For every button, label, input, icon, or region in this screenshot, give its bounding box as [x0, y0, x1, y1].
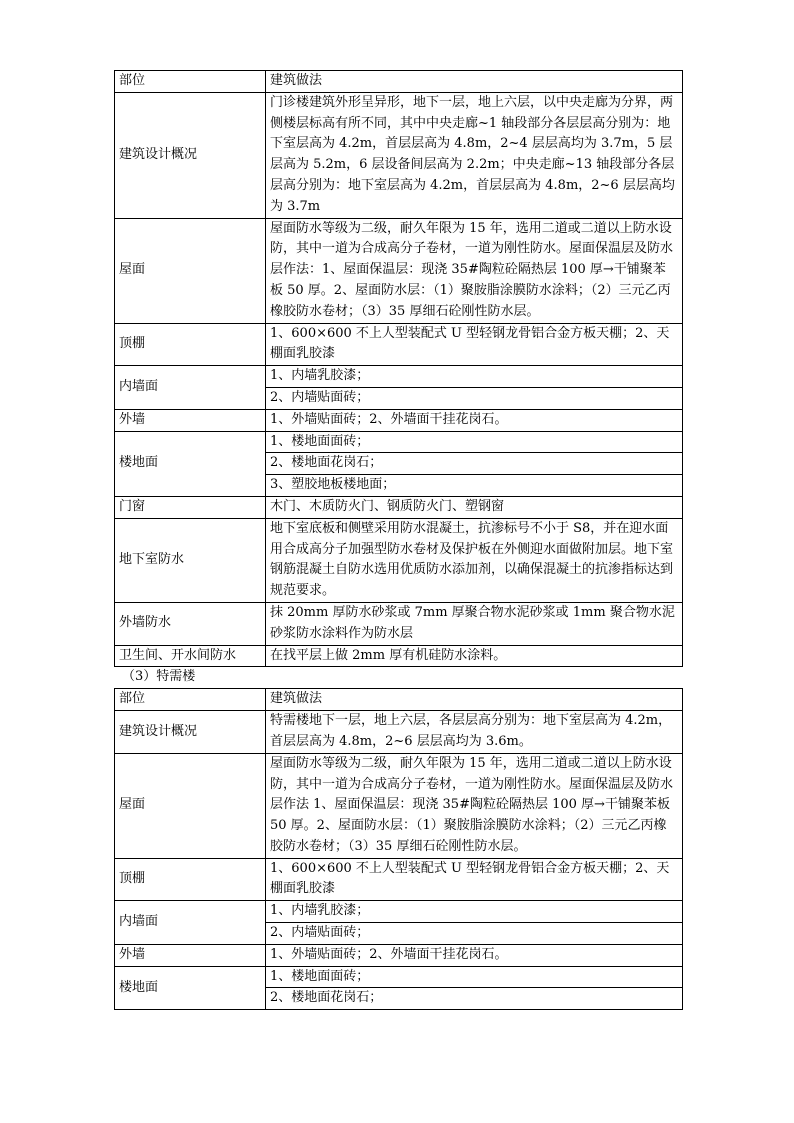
row-part-label: 顶棚: [115, 323, 266, 366]
row-method-text: 2、楼地面花岗石；: [266, 988, 683, 1010]
table-row: [115, 602, 683, 645]
row-part-label: 建筑设计概况: [115, 92, 266, 218]
row-method-text: 1、楼地面面砖；: [266, 966, 683, 988]
table-row: [115, 323, 683, 366]
row-part-label: 内墙面: [115, 366, 266, 410]
row-part-label: 外墙: [115, 409, 266, 431]
row-method-text: 特需楼地下一层，地上六层，各层层高分别为：地下室层高为 4.2m，首层层高为 4.8m，2~6 层层高均为 3.6m。: [266, 711, 683, 754]
construction-table-special: [114, 688, 683, 1010]
row-part-label: 地下室防水: [115, 518, 266, 602]
row-method-text: 1、外墙贴面砖；2、外墙面干挂花岗石。: [266, 409, 683, 431]
row-method-text: 3、塑胶地板楼地面；: [266, 475, 683, 497]
header-row: [115, 71, 683, 93]
row-method-text: 1、600×600 不上人型装配式 U 型轻钢龙骨铝合金方板天棚；2、天棚面乳胶漆: [266, 323, 683, 366]
row-method-text: 门诊楼建筑外形呈异形，地下一层，地上六层，以中央走廊为分界，两侧楼层标高有所不同，其中中央走廊~1 轴段部分各层层高分别为：地下室层高为 4.2m，首层层高为 4.8m，2~4 层层高均为 3.7m，5 层层高为 5.2m，6 层设备间层高为 2.2m；中央走廊~13 轴段部分各层层高分别为：地下室层高为 4.2m，首层层高为 4.8m，2~6 层层高均为 3.7m: [266, 92, 683, 218]
row-part-label: 屋面: [115, 753, 266, 858]
row-part-label: 外墙防水: [115, 602, 266, 645]
table-row: [115, 409, 683, 431]
header-method: 建筑做法: [266, 71, 683, 93]
row-method-text: 2、楼地面花岗石；: [266, 453, 683, 475]
row-part-label: 建筑设计概况: [115, 711, 266, 754]
row-method-text: 地下室底板和侧壁采用防水混凝土，抗渗标号不小于 S8，并在迎水面用合成高分子加强型防水卷材及保护板在外侧迎水面做附加层。地下室钢筋混凝土自防水选用优质防水添加剂，以确保混凝土的抗渗指标达到规范要求。: [266, 518, 683, 602]
header-part: 部位: [115, 689, 266, 711]
table-row: [115, 645, 683, 667]
header-method: 建筑做法: [266, 689, 683, 711]
row-part-label: 顶棚: [115, 858, 266, 901]
section-title: （3）特需楼: [122, 669, 196, 685]
row-method-text: 2、内墙贴面砖；: [266, 923, 683, 945]
table-row: [115, 711, 683, 754]
row-method-text: 木门、木质防火门、钢质防火门、塑钢窗: [266, 496, 683, 518]
row-part-label: 卫生间、开水间防水: [115, 645, 266, 667]
table-row: [115, 218, 683, 323]
document-page: [114, 70, 682, 1010]
row-method-text: 在找平层上做 2mm 厚有机硅防水涂料。: [266, 645, 683, 667]
row-method-text: 1、内墙乳胶漆；: [266, 366, 683, 388]
table-row: [115, 966, 683, 988]
row-method-text: 1、楼地面面砖；: [266, 431, 683, 453]
row-method-text: 屋面防水等级为二级，耐久年限为 15 年，选用二道或二道以上防水设防，其中一道为合成高分子卷材，一道为刚性防水。屋面保温层及防水层作法：1、屋面保温层：现浇 35#陶粒砼隔热层 100 厚→干铺聚苯板 50 厚。2、屋面防水层：（1）聚胺脂涂膜防水涂料；（2）三元乙丙橡胶防水卷材；（3）35 厚细石砼刚性防水层。: [266, 218, 683, 323]
row-method-text: 1、外墙贴面砖；2、外墙面干挂花岗石。: [266, 944, 683, 966]
row-part-label: 楼地面: [115, 966, 266, 1010]
row-method-text: 1、内墙乳胶漆；: [266, 901, 683, 923]
table-row: [115, 496, 683, 518]
row-method-text: 屋面防水等级为二级，耐久年限为 15 年，选用二道或二道以上防水设防，其中一道为合成高分子卷材，一道为刚性防水。屋面保温层及防水层作法 1、屋面保温层：现浇 35#陶粒砼隔热层 100 厚→干铺聚苯板 50 厚。2、屋面防水层：（1）聚胺脂涂膜防水涂料；（2）三元乙丙橡胶防水卷材；（3）35 厚细石砼刚性防水层。: [266, 753, 683, 858]
table-row: [115, 901, 683, 923]
table-row: [115, 858, 683, 901]
row-method-text: 1、600×600 不上人型装配式 U 型轻钢龙骨铝合金方板天棚；2、天棚面乳胶漆: [266, 858, 683, 901]
row-part-label: 楼地面: [115, 431, 266, 496]
table-row: [115, 753, 683, 858]
row-part-label: 内墙面: [115, 901, 266, 945]
header-row: [115, 689, 683, 711]
row-method-text: 2、内墙贴面砖；: [266, 387, 683, 409]
row-part-label: 外墙: [115, 944, 266, 966]
table-row: [115, 92, 683, 218]
construction-table-outpatient: [114, 70, 683, 667]
row-part-label: 屋面: [115, 218, 266, 323]
table-row: [115, 944, 683, 966]
table-row: [115, 518, 683, 602]
row-part-label: 门窗: [115, 496, 266, 518]
table-row: [115, 366, 683, 388]
row-method-text: 抹 20mm 厚防水砂浆或 7mm 厚聚合物水泥砂浆或 1mm 聚合物水泥砂浆防水涂料作为防水层: [266, 602, 683, 645]
header-part: 部位: [115, 71, 266, 93]
table-row: [115, 431, 683, 453]
